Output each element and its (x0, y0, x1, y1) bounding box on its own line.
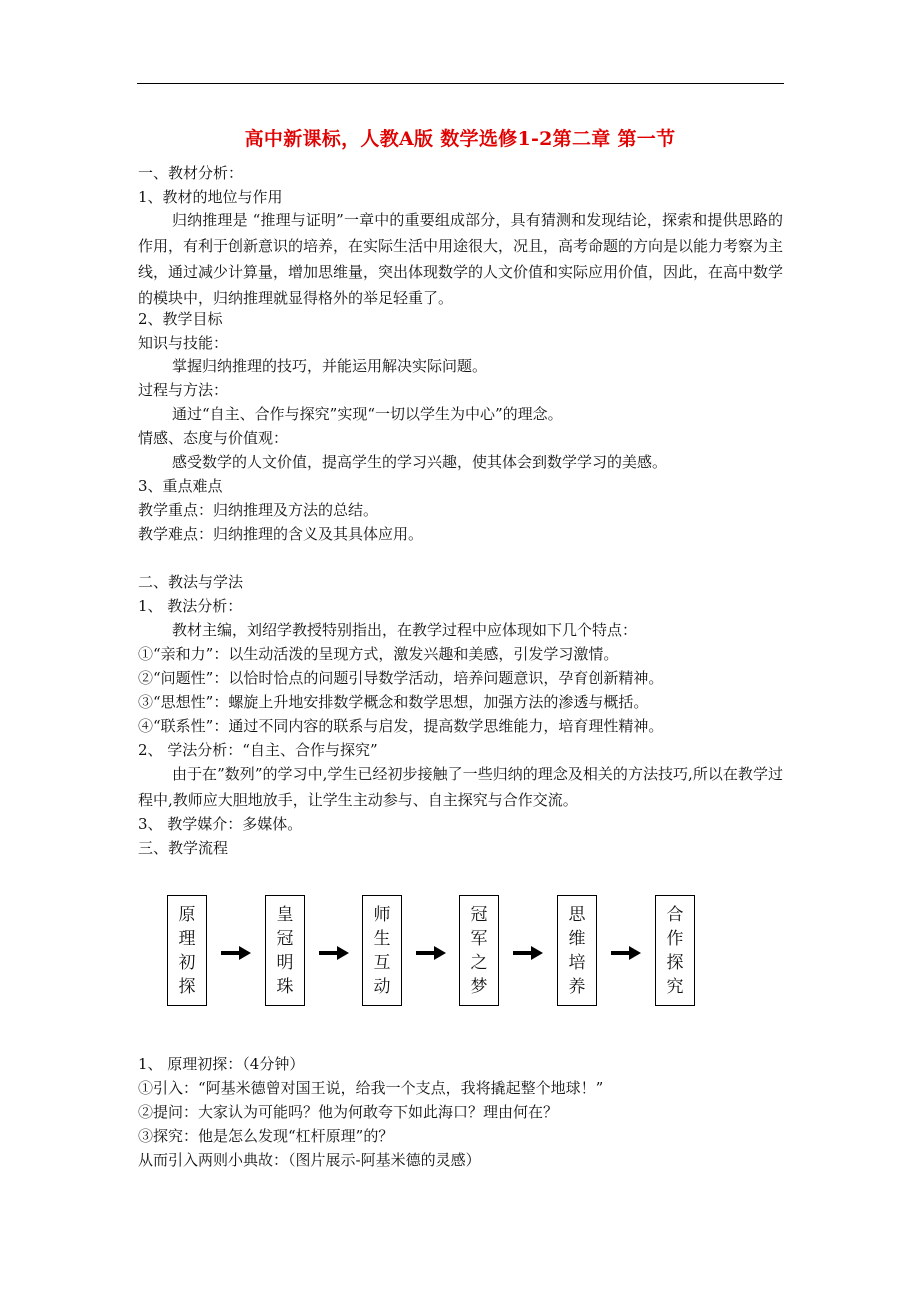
feature-2: ②“问题性”：以恰时恰点的问题引导数学活动，培养问题意识，孕育创新精神。 (138, 669, 664, 687)
process-label: 过程与方法： (138, 381, 229, 399)
flow-char: 动 (373, 976, 391, 997)
flow-char: 生 (373, 928, 391, 949)
subsection-2-1-heading: 1、 教法分析： (138, 597, 243, 615)
subsection-1-3-heading: 3、重点难点 (138, 477, 223, 495)
flow-char: 珠 (276, 976, 294, 997)
flow-char: 作 (666, 928, 684, 949)
right-arrow-icon (611, 946, 641, 960)
flow-char: 理 (178, 928, 196, 949)
emotion-label: 情感、态度与价值观： (138, 429, 289, 447)
section-3-heading: 三、教学流程 (138, 839, 229, 857)
flow-char: 探 (178, 976, 196, 997)
feature-4: ④“联系性”：通过不同内容的联系与启发，提高数学思维能力，培育理性精神。 (138, 717, 664, 735)
flow-char: 养 (568, 976, 586, 997)
right-arrow-icon (416, 946, 446, 960)
flow-char: 探 (666, 952, 684, 973)
right-arrow-icon (319, 946, 349, 960)
flow-char: 培 (568, 952, 586, 973)
story-line: 从而引入两则小典故：（图片展示-阿基米德的灵感） (138, 1151, 481, 1169)
flow-char: 军 (470, 928, 488, 949)
right-arrow-icon (513, 946, 543, 960)
flow-char: 梦 (470, 976, 488, 997)
document-title: 高中新课标，人教A版 数学选修1-2第二章 第一节 (244, 128, 676, 150)
subsection-2-2-heading: 2、 学法分析：“自主、合作与探究” (138, 741, 378, 759)
flow-char: 冠 (276, 928, 294, 949)
flow-char: 维 (568, 928, 586, 949)
teaching-method-text: 教材主编，刘绍学教授特别指出，在教学过程中应体现如下几个特点： (172, 621, 638, 639)
explore-line: ③探究：他是怎么发现“杠杆原理”的？ (138, 1127, 394, 1145)
knowledge-label: 知识与技能： (138, 334, 229, 352)
intro-line: ①引入：“阿基米德曾对国王说，给我一个支点，我将撬起整个地球！” (138, 1079, 604, 1097)
role-paragraph: 归纳推理是 “推理与证明”一章中的重要组成部分，具有猜测和发现结论，探索和提供思路的作用，有利于创新意识的培养，在实际生活中用途很大，况且，高考命题的方向是以能力考察为主线，通过减少计算量，增加思维量，突出体现数学的人文价值和实际应用价值，因此，在高中数学的模块中，归纳推理就显得格外的举足轻重了。 (138, 211, 784, 307)
flow-char: 之 (470, 952, 488, 973)
header-rule (137, 83, 784, 84)
flow-char: 互 (373, 952, 391, 973)
section-1-heading: 一、教材分析： (138, 164, 244, 182)
flow-char: 思 (568, 904, 586, 925)
flow-char: 究 (666, 976, 684, 997)
flow-char: 明 (276, 952, 294, 973)
process-text: 通过“自主、合作与探究”实现“一切以学生为中心”的理念。 (172, 405, 563, 423)
difficulty: 教学难点：归纳推理的含义及其具体应用。 (138, 525, 424, 543)
subsection-1-1-heading: 1、教材的地位与作用 (138, 188, 283, 206)
key-point: 教学重点：归纳推理及方法的总结。 (138, 501, 379, 519)
emotion-text: 感受数学的人文价值，提高学生的学习兴趣，使其体会到数学学习的美感。 (172, 453, 668, 471)
flow-step-champion (459, 895, 499, 1006)
flow-char: 合 (666, 904, 684, 925)
subsection-3-1-heading: 1、 原理初探：（4分钟） (138, 1055, 305, 1073)
question-line: ②提问：大家认为可能吗？他为何敢夸下如此海口？理由何在？ (138, 1103, 559, 1121)
flow-step-cooperation (655, 895, 695, 1006)
flow-step-crown (265, 895, 305, 1006)
right-arrow-icon (221, 946, 251, 960)
flow-step-interaction (362, 895, 402, 1006)
section-2-heading: 二、教法与学法 (138, 573, 244, 591)
flow-char: 冠 (470, 904, 488, 925)
flow-char: 师 (373, 904, 391, 925)
learning-method-paragraph: 由于在”数列”的学习中,学生已经初步接触了一些归纳的理念及相关的方法技巧,所以在教学过程中,教师应大胆地放手，让学生主动参与、自主探究与合作交流。 (138, 765, 783, 809)
feature-1: ①“亲和力”：以生动活泼的呈现方式，激发兴趣和美感，引发学习激情。 (138, 645, 619, 663)
knowledge-text: 掌握归纳推理的技巧，并能运用解决实际问题。 (172, 357, 488, 375)
subsection-2-3-heading: 3、 教学媒介：多媒体。 (138, 815, 303, 833)
flow-step-principle (167, 895, 207, 1006)
feature-3: ③“思想性”：螺旋上升地安排数学概念和数学思想，加强方法的渗透与概括。 (138, 693, 649, 711)
flow-char: 初 (178, 952, 196, 973)
flow-char: 原 (178, 904, 196, 925)
flow-char: 皇 (276, 904, 294, 925)
subsection-1-2-heading: 2、教学目标 (138, 310, 223, 328)
flow-step-thinking (557, 895, 597, 1006)
